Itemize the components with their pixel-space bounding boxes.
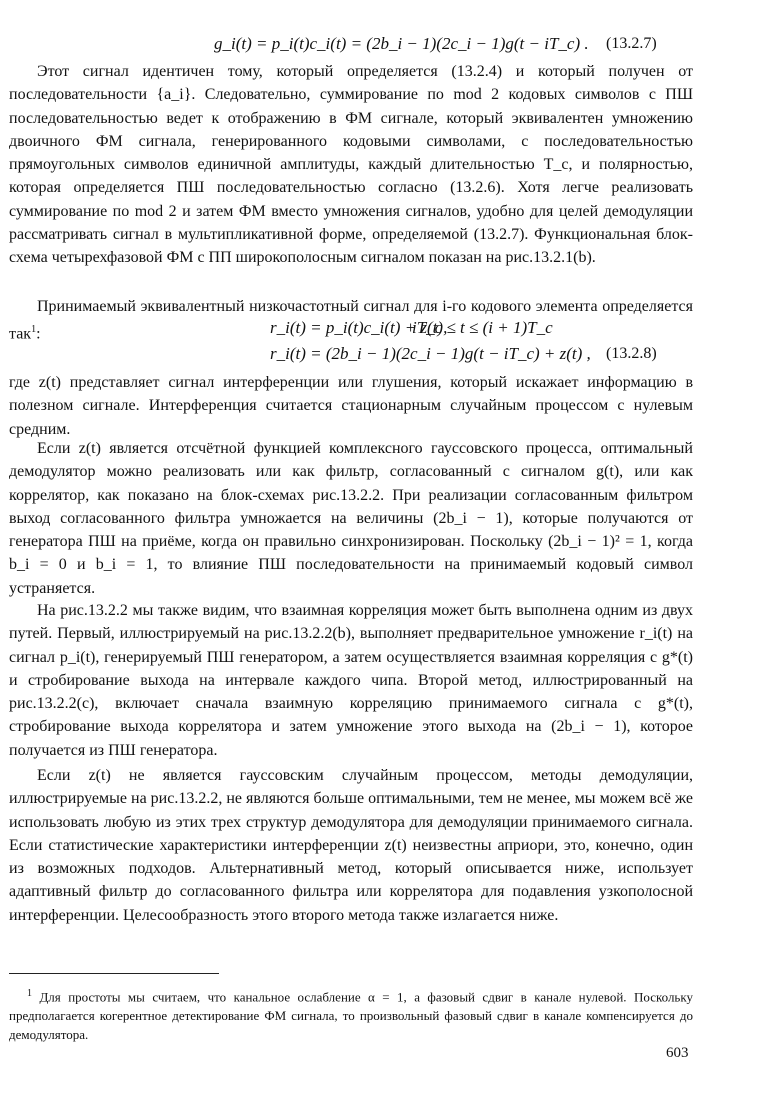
equation-13-2-7: g_i(t) = p_i(t)c_i(t) = (2b_i − 1)(2c_i − 1)g(t − iT_c) . [214, 34, 589, 53]
equation-number-13-2-7: (13.2.7) [606, 35, 657, 52]
equation-13-2-8-line-1: r_i(t) = p_i(t)c_i(t) + z(t), [270, 318, 448, 337]
footnote-text: Для простоты мы считаем, что канальное ослабление α = 1, а фазовый сдвиг в канале нулевой. Поскольку предполагается когерентное детектирование ФМ сигнала, то произвольный фазовый сдвиг в канале компенсируется до демодулятора. [9, 989, 693, 1043]
paragraph-6: Если z(t) не является гауссовским случайным процессом, методы демодуляции, иллюстрируемые на рис.13.2.2, не являются больше оптимальными, тем не менее, мы можем всё же использовать любую из этих трех структур демодулятора для демодуляции принимаемого сигнала. Если статистические характеристики интерференции z(t) неизвестны априори, это, конечно, один из возможных подходов. Альтернативный метод, который описывается ниже, использует адаптивный фильтр до согласованного фильтра или коррелятора для подавления узкополосной интерференции. Целесообразность этого второго метода также излагается ниже. [9, 767, 693, 924]
paragraph-2-text: Принимаемый эквивалентный низкочастотный сигнал для i-го кодового элемента определяется так [9, 298, 693, 343]
equation-13-2-8-line-2: r_i(t) = (2b_i − 1)(2c_i − 1)g(t − iT_c) + z(t) , [270, 344, 591, 363]
footnote-marker: 1 [31, 324, 37, 336]
paragraph-5: На рис.13.2.2 мы также видим, что взаимная корреляция может быть выполнена одним из двух путей. Первый, иллюстрируемый на рис.13.2.2(b), выполняет предварительное умножение r_i(t) на сигнал p_i(t), генерируемый ПШ генератором, а затем осуществляется взаимная корреляция с g*(t) и стробирование выхода на интервале каждого чипа. Второй метод, иллюстрированный на рис.13.2.2(c), включает сначала взаимную корреляцию принимаемого сигнала с g*(t), стробирование выхода коррелятора и затем умножение этого выхода на (2b_i − 1), которое получается из ПШ генератора. [9, 602, 693, 759]
paragraph-4: Если z(t) является отсчётной функцией комплексного гауссовского процесса, оптимальный демодулятор можно реализовать или как фильтр, согласованный с сигналом g(t), или как коррелятор, как показано на блок-схемах рис.13.2.2. При реализации согласованным фильтром выход согласованного фильтра умножается на величины (2b_i − 1), которые получаются от генератора ПШ на приёме, когда он правильно синхронизирован. Поскольку (2b_i − 1)² = 1, когда b_i = 0 и b_i = 1, то влияние ПШ последовательности на принимаемый кодовый символ устраняется. [9, 440, 693, 597]
paragraph-3: где z(t) представляет сигнал интерференции или глушения, который искажает информацию в полезном сигнале. Интерференция считается стационарным случайным процессом с нулевым средним. [9, 374, 693, 438]
footnote-number: 1 [27, 988, 32, 999]
footnote-divider [9, 973, 219, 974]
equation-13-2-8-condition: iT_c ≤ t ≤ (i + 1)T_c [412, 318, 553, 337]
equation-number-13-2-8: (13.2.8) [606, 345, 657, 362]
paragraph-2: Принимаемый эквивалентный низкочастотный сигнал для i-го кодового элемента определяется так$^1$: [9, 298, 693, 343]
page-number: 603 [666, 1045, 689, 1061]
paragraph-1: Этот сигнал идентичен тому, который определяется (13.2.4) и который получен от последовательности {a_i}. Следовательно, суммирование по mod 2 кодовых символов с ПШ последовательностью ведет к отображению в ФМ сигнале, который эквивалентен умножению двоичного ФМ сигнала, генерированного кодовыми символами, с последовательностью прямоугольных символов единичной амплитуды, каждый длительностью T_c, и полярностью, которая определяется ПШ последовательностью согласно (13.2.6). Хотя легче реализовать суммирование по mod 2 и затем ФМ вместо умножения сигналов, удобно для целей демодуляции рассматривать сигнал в мультипликативной форме, определяемой (13.2.7). Функциональная блок-схема четырехфазовой ФМ с ПП широкополосным сигналом показан на рис.13.2.1(b). [9, 63, 693, 267]
footnote [9, 984, 693, 1044]
